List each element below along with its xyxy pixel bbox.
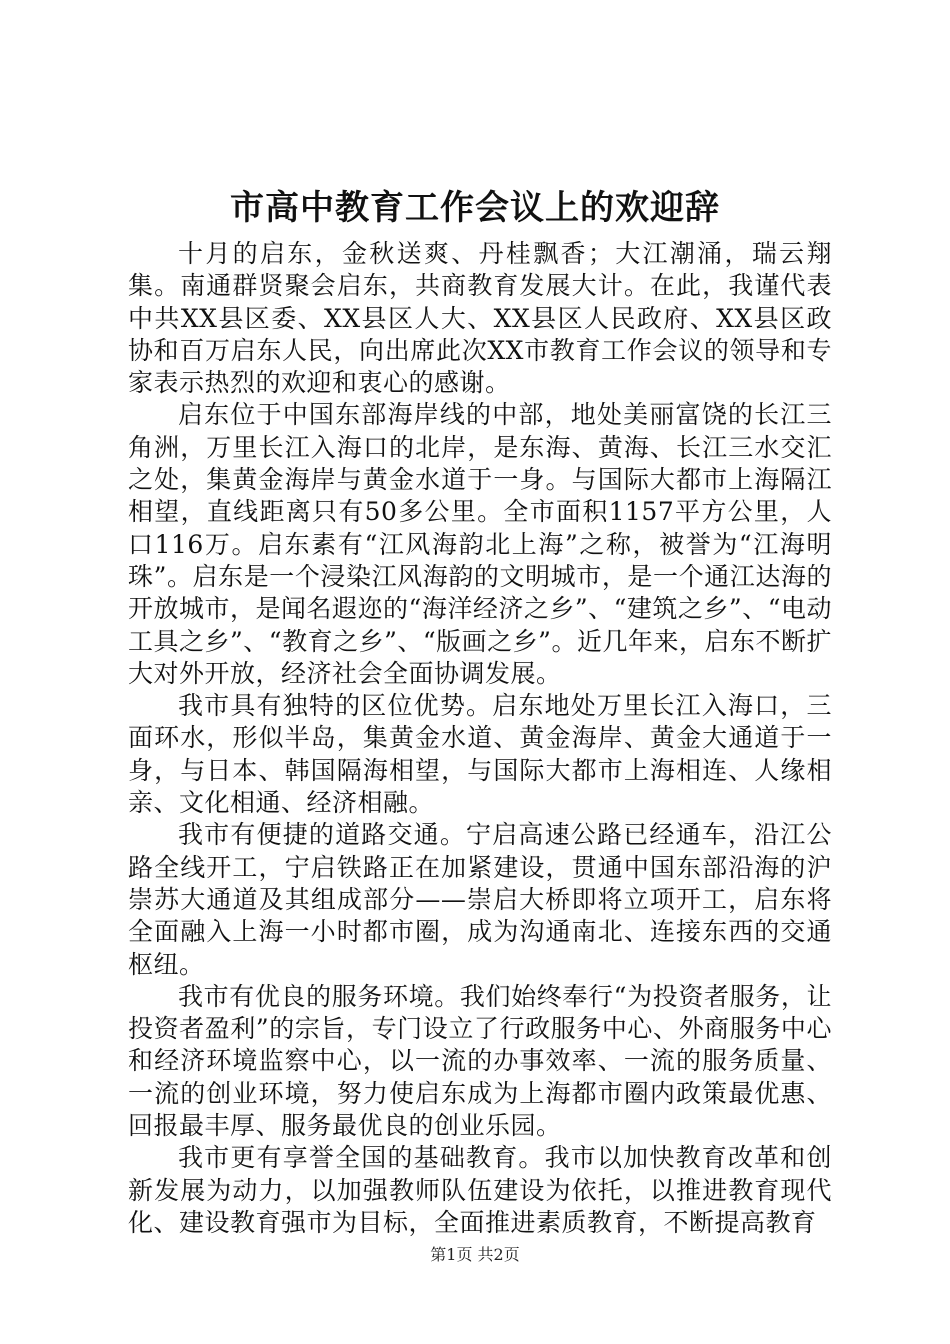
paragraph-5: 我市有优良的服务环境。我们始终奉行“为投资者服务，让投资者盈利”的宗旨，专门设立了行政服务中心、外商服务中心和经济环境监察中心，以一流的办事效率、一流的服务质量、一流的创业环境，努力使启东成为上海都市圈内政策最优惠、回报最丰厚、服务最优良的创业乐园。 <box>128 981 832 1141</box>
document-title: 市高中教育工作会议上的欢迎辞 <box>230 188 720 228</box>
document-body <box>128 238 832 1239</box>
page-footer: 第1页 共2页 <box>430 1245 520 1264</box>
paragraph-2: 启东位于中国东部海岸线的中部，地处美丽富饶的长江三角洲，万里长江入海口的北岸，是东海、黄海、长江三水交汇之处，集黄金海岸与黄金水道于一身。与国际大都市上海隔江相望，直线距离只有50多公里。全市面积1157平方公里，人口116万。启东素有“江风海韵北上海”之称，被誉为“江海明珠”。启东是一个浸染江风海韵的文明城市，是一个通江达海的开放城市，是闻名遐迩的“海洋经济之乡”、“建筑之乡”、“电动工具之乡”、“教育之乡”、“版画之乡”。近几年来，启东不断扩大对外开放，经济社会全面协调发展。 <box>128 400 832 688</box>
paragraph-4: 我市有便捷的道路交通。宁启高速公路已经通车，沿江公路全线开工，宁启铁路正在加紧建设，贯通中国东部沿海的沪崇苏大通道及其组成部分——崇启大桥即将立项开工，启东将全面融入上海一小时都市圈，成为沟通南北、连接东西的交通枢纽。 <box>128 820 832 979</box>
paragraph-6: 我市更有享誉全国的基础教育。我市以加快教育改革和创新发展为动力，以加强教师队伍建设为依托，以推进教育现代化、建设教育强市为目标，全面推进素质教育，不断提高教育 <box>128 1143 832 1237</box>
paragraph-3: 我市具有独特的区位优势。启东地处万里长江入海口，三面环水，形似半岛，集黄金水道、黄金海岸、黄金大通道于一身，与日本、韩国隔海相望，与国际大都市上海相连、人缘相亲、文化相通、经济相融。 <box>128 691 832 818</box>
paragraph-1: 十月的启东，金秋送爽、丹桂飘香；大江潮涌，瑞云翔集。南通群贤聚会启东，共商教育发展大计。在此，我谨代表中共XX县区委、XX县区人大、XX县区人民政府、XX县区政协和百万启东人民，向出席此次XX市教育工作会议的领导和专家表示热烈的欢迎和衷心的感谢。 <box>128 239 832 398</box>
